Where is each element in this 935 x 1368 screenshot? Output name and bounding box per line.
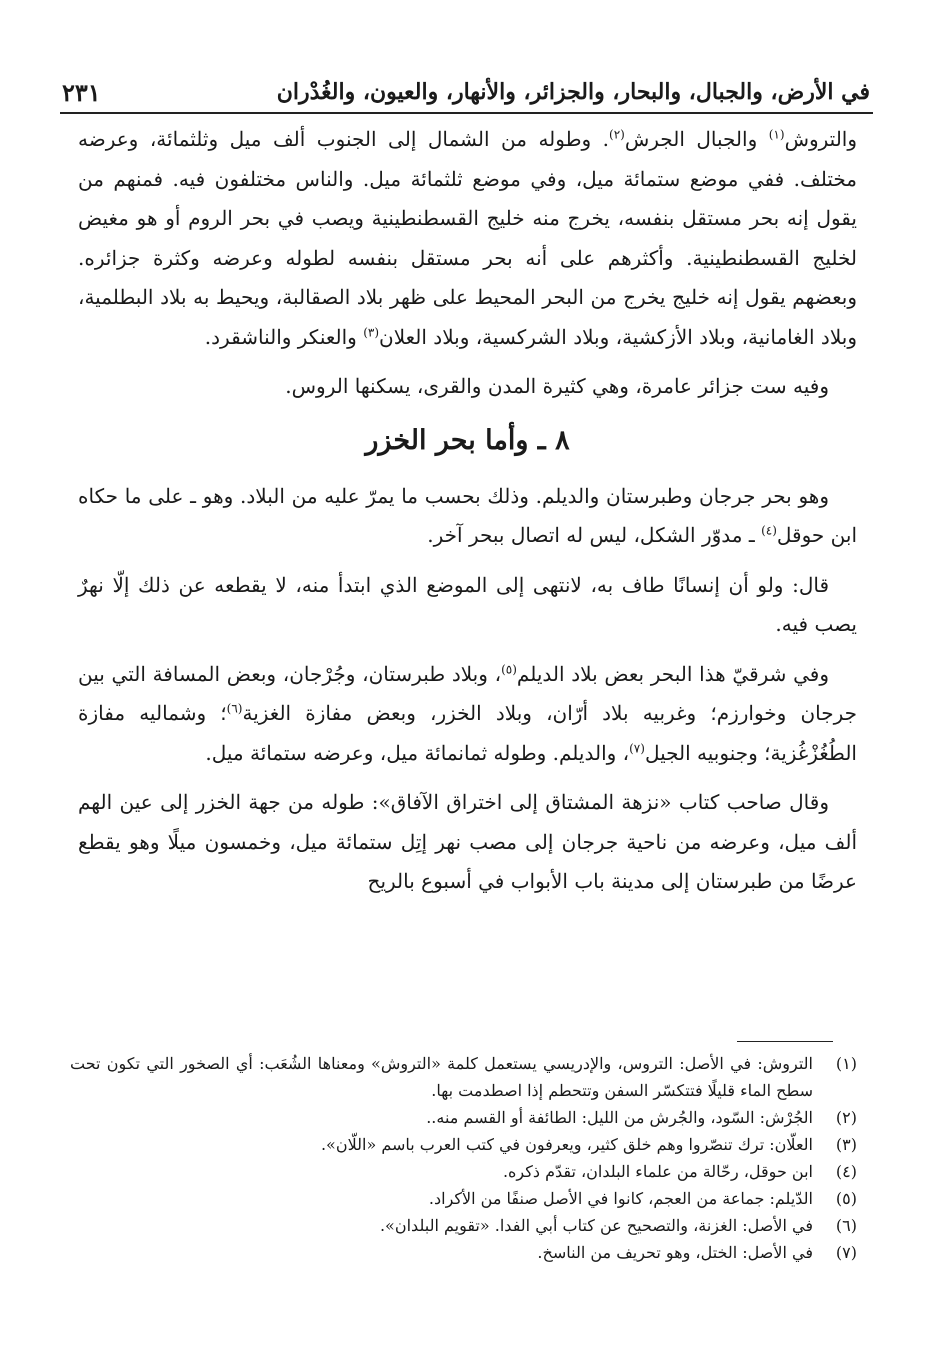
footnote-item <box>70 1185 857 1212</box>
paragraph-5: وفي شرقيّ هذا البحر بعض بلاد الديلم$^{(٥)}$، وبلاد طبرستان، وجُرْجان، وبعض المسافة التي بين جرجان وخوارزم؛ وغربيه بلاد أرّان، وبلاد الخزر، وبعض مفازة الغزية$^{(٦)}$؛ وشماليه مفازة الطُغُزْغُزية؛ وجنوبيه الجيل$^{(٧)}$، والديلم. وطوله ثمانمائة ميل، وعرضه ستمائة ميل. <box>78 661 857 765</box>
paragraph-3: وهو بحر جرجان وطبرستان والديلم. وذلك بحسب ما يمرّ عليه من البلاد. وهو ـ على ما حكاه ابن حوقل$^{(٤)}$ ـ مدوّر الشكل، ليس له اتصال ببحر آخر. <box>78 483 857 547</box>
footnote-item <box>70 1239 857 1266</box>
footnote-item <box>70 1050 857 1104</box>
footnote-ref-4: (٤) <box>761 523 777 538</box>
header-divider <box>60 112 873 114</box>
footnote-ref-7: (٧) <box>629 740 645 755</box>
paragraph-1: والتروش$^{(١)}$ والجبال الجرش$^{(٢)}$. وطوله من الشمال إلى الجنوب ألف ميل وثلثمائة، وعرضه مختلف. ففي موضع ستمائة ميل، وفي موضع ثلثمائة ميل. والناس مختلفون فيه. فمنهم من يقول إنه بحر مستقل بنفسه، يخرج منه خليج القسطنطينية ويصب في بحر الروم أو هو مغيض لخليج القسطنطينية. وأكثرهم على أنه بحر مستقل بنفسه لطوله وعرضه وكثرة جزائره. وبعضهم يقول إنه خليج يخرج من البحر المحيط على ظهر بلاد الصقالبة، ويحيط به بلاد البطلمية، وبلاد الغامانية، وبلاد الأزكشية، وبلاد الشركسية، وبلاد العلان$^{(٣)}$ والعنكر والناشقرد. <box>78 127 858 349</box>
footnote-item <box>70 1104 857 1131</box>
footnote-text: في الأصل: الختل، وهو تحريف من الناسخ. <box>537 1243 813 1262</box>
running-header <box>62 72 870 112</box>
footnote-text: الجُرْش: السّود، والجُرش من الليل: الطائفة أو القسم منه.. <box>426 1108 813 1127</box>
footnote-text: الدّيلم: جماعة من العجم، كانوا في الأصل صنفًا من الأكراد. <box>428 1189 813 1208</box>
paragraph-4: قال: ولو أن إنسانًا طاف به، لانتهى إلى الموضع الذي ابتدأ منه، لا يقطعه عن ذلك إلّا نهرٌ يصب فيه. <box>78 572 857 636</box>
main-text <box>78 120 857 902</box>
footnote-ref-5: (٥) <box>501 661 517 676</box>
footnote-item <box>70 1158 857 1185</box>
footnotes <box>70 1050 857 1266</box>
footnote-text: في الأصل: الغزنة، والتصحيح عن كتاب أبي الفدا. «تقويم البلدان». <box>379 1216 813 1235</box>
footnote-number: (١) <box>835 1054 857 1073</box>
footnote-ref-1: (١) <box>768 127 785 142</box>
footnote-number: (٧) <box>835 1243 857 1262</box>
footnote-ref-6: (٦) <box>226 701 243 716</box>
page-number: ٢٣١ <box>62 77 101 107</box>
footnote-text: ابن حوقل، رحّالة من علماء البلدان، تقدّم ذكره. <box>502 1162 813 1181</box>
paragraph-6: وقال صاحب كتاب «نزهة المشتاق إلى اختراق الآفاق»: طوله من جهة الخزر إلى عين الهم ألف ميل، وعرضه من ناحية جرجان إلى مصب نهر إتِل ستمائة ميل، وخمسون ميلًا وهو يقطع عرضًا من طبرستان إلى مدينة باب الأبواب في أسبوع بالريح <box>78 790 857 893</box>
running-header-title: في الأرض، والجبال، والبحار، والجزائر، والأنهار، والعيون، والغُدْران <box>276 79 870 105</box>
footnote-number: (٣) <box>835 1135 857 1154</box>
footnote-item <box>70 1212 857 1239</box>
footnote-text: التروش: في الأصل: التروس، والإدريسي يستعمل كلمة «التروش» ومعناها الشُعَب: أي الصخور التي تكون تحت سطح الماء قليلًا فتتكسّر السفن وتتحطم إذا اصطدمت بها. <box>70 1054 813 1100</box>
footnote-ref-3: (٣) <box>363 324 380 339</box>
footnote-number: (٦) <box>835 1216 857 1235</box>
footnote-number: (٢) <box>835 1108 857 1127</box>
footnote-number: (٥) <box>835 1189 857 1208</box>
footnote-ref-2: (٢) <box>609 127 625 142</box>
footnote-text: العلّان: ترك تنصّروا وهم خلق كثير، ويعرفون في كتب العرب باسم «اللّان». <box>320 1135 813 1154</box>
footnote-number: (٤) <box>835 1162 857 1181</box>
footnote-divider <box>737 1041 833 1042</box>
footnote-item <box>70 1131 857 1158</box>
section-heading: ٨ ـ وأما بحر الخزر <box>365 424 570 456</box>
paragraph-2: وفيه ست جزائر عامرة، وهي كثيرة المدن والقرى، يسكنها الروس. <box>285 374 829 398</box>
